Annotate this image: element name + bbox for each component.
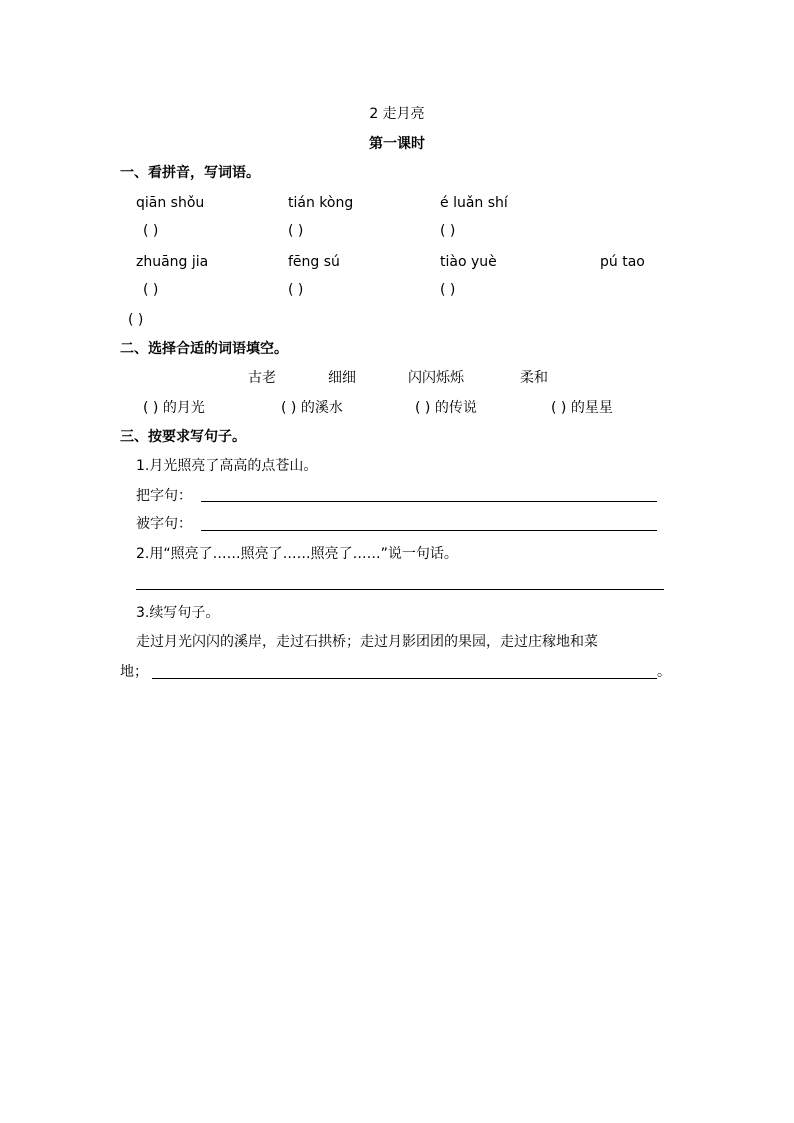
fill-phrase[interactable]: ( ) 的传说 [415, 400, 477, 416]
pinyin-item: pú tao [600, 254, 645, 270]
answer-blank[interactable]: ( ) [143, 282, 159, 298]
answer-blank[interactable]: ( ) [440, 282, 456, 298]
word-option: 柔和 [520, 370, 548, 386]
section1-heading: 一、看拼音，写词语。 [120, 165, 260, 181]
pinyin-item: zhuāng jia [136, 254, 209, 270]
question-1: 1.月光照亮了高高的点苍山。 [136, 458, 318, 474]
section2-heading: 二、选择合适的词语填空。 [120, 341, 288, 357]
question-3-sentence: 走过月光闪闪的溪岸，走过石拱桥；走过月影团团的果园，走过庄稼地和菜 [136, 634, 598, 650]
answer-blank[interactable]: ( ) [143, 223, 159, 239]
ba-sentence-answer-line[interactable] [201, 501, 657, 502]
page-title: 2 走月亮 [369, 106, 425, 122]
word-option: 闪闪烁烁 [408, 370, 464, 386]
pinyin-item: tián kòng [288, 195, 354, 211]
question-3-answer-line[interactable] [152, 678, 657, 679]
question-3-sentence-end: 。 [657, 664, 671, 680]
answer-blank[interactable]: ( ) [128, 312, 144, 328]
word-option: 细细 [328, 370, 356, 386]
question-3: 3.续写句子。 [136, 605, 220, 621]
fill-phrase[interactable]: ( ) 的溪水 [281, 400, 343, 416]
answer-blank[interactable]: ( ) [440, 223, 456, 239]
answer-blank[interactable]: ( ) [288, 282, 304, 298]
pinyin-item: qiān shǒu [136, 195, 205, 211]
pinyin-item: tiào yuè [440, 254, 497, 270]
section3-heading: 三、按要求写句子。 [120, 429, 246, 445]
page-subtitle: 第一课时 [369, 136, 425, 152]
fill-phrase[interactable]: ( ) 的月光 [143, 400, 205, 416]
word-option: 古老 [248, 370, 276, 386]
pinyin-item: é luǎn shí [440, 195, 508, 211]
answer-blank[interactable]: ( ) [288, 223, 304, 239]
question-2: 2.用“照亮了……照亮了……照亮了……”说一句话。 [136, 546, 458, 562]
bei-sentence-answer-line[interactable] [201, 530, 657, 531]
ba-sentence-label: 把字句： [136, 488, 192, 504]
pinyin-item: fēng sú [288, 254, 340, 270]
question-3-sentence-start: 地； [120, 664, 148, 680]
question-2-answer-line[interactable] [136, 589, 664, 590]
fill-phrase[interactable]: ( ) 的星星 [551, 400, 613, 416]
bei-sentence-label: 被字句： [136, 516, 192, 532]
